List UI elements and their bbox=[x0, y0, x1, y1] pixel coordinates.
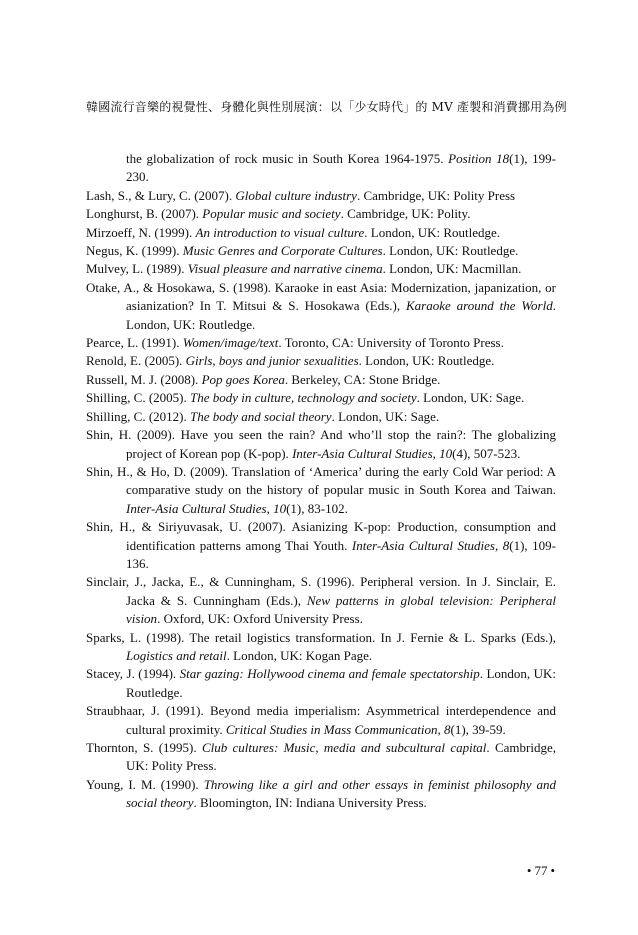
reference-entry bbox=[86, 739, 556, 776]
reference-text: Mulvey, L. (1989). bbox=[86, 261, 188, 277]
reference-text: Straubhaar, J. (1991). Beyond media imperialism: Asymmetrical interdependence and cultural proximity. bbox=[86, 703, 556, 737]
reference-entry bbox=[86, 334, 556, 352]
reference-text: the globalization of rock music in South Korea 1964-1975. bbox=[126, 151, 449, 166]
reference-italic-text: Girls, boys and junior sexualities bbox=[185, 353, 359, 369]
reference-text: (1), 83-102. bbox=[286, 500, 348, 516]
reference-entry bbox=[86, 242, 556, 260]
reference-text: Otake, A., & Hosokawa, S. (1998). Karaoke in east Asia: Modernization, japanization, or asianization? In T. Mitsui & S. Hosokawa (Eds.), bbox=[86, 279, 556, 314]
page-number: 77 bbox=[534, 863, 548, 878]
reference-entry bbox=[86, 573, 556, 628]
reference-italic-text: Popular music and society bbox=[202, 206, 341, 222]
reference-entry bbox=[86, 665, 556, 702]
reference-text: (1), 199-230. bbox=[126, 151, 556, 185]
reference-italic-text: Visual pleasure and narrative cinema bbox=[187, 261, 383, 277]
reference-text: . Berkeley, CA: Stone Bridge. bbox=[284, 371, 441, 387]
reference-italic-text: Karaoke around the World bbox=[405, 298, 553, 314]
reference-entry bbox=[86, 260, 556, 278]
reference-italic-text: Position 18 bbox=[448, 151, 510, 166]
reference-entry bbox=[86, 371, 556, 389]
reference-text: . London, UK: Routledge. bbox=[358, 353, 495, 369]
reference-italic-text: Club cultures: Music, media and subcultural capital bbox=[201, 740, 487, 755]
reference-italic-text: Global culture industry bbox=[235, 187, 357, 203]
reference-italic-text: New patterns in global television: Peripheral vision bbox=[126, 592, 556, 627]
reference-text: Lash, S., & Lury, C. (2007). bbox=[86, 187, 236, 203]
reference-text: . London, UK: Routledge. bbox=[126, 298, 556, 332]
reference-text: Renold, E. (2005). bbox=[86, 353, 186, 369]
reference-text: (1), 39-59. bbox=[450, 721, 506, 737]
reference-entry bbox=[86, 408, 556, 426]
reference-text: . London, UK: Routledge. bbox=[126, 666, 557, 700]
reference-italic-text: An introduction to visual culture bbox=[195, 224, 365, 240]
running-head: 韓國流行音樂的視覺性、身體化與性別展演：以「少女時代」的 MV 產製和消費挪用為例 bbox=[86, 100, 567, 114]
reference-list bbox=[86, 150, 556, 813]
reference-entry bbox=[86, 150, 556, 187]
reference-text: Longhurst, B. (2007). bbox=[86, 206, 203, 222]
reference-entry bbox=[86, 463, 556, 518]
reference-text: . Toronto, CA: University of Toronto Press. bbox=[278, 335, 504, 351]
reference-text: (4), 507-523. bbox=[452, 445, 521, 461]
reference-italic-text: Throwing like a girl and other essays in feminist philosophy and social theory bbox=[126, 776, 556, 811]
reference-entry bbox=[86, 352, 556, 370]
reference-text: Sparks, L. (1998). The retail logistics transformation. In J. Fernie & L. Sparks (Eds.), bbox=[86, 629, 556, 645]
reference-text: . London, UK: Routledge. bbox=[382, 243, 519, 259]
reference-text: Russell, M. J. (2008). bbox=[86, 371, 202, 387]
reference-text: . Cambridge, UK: Polity Press. bbox=[126, 740, 556, 774]
reference-text: Mirzoeff, N. (1999). bbox=[86, 224, 196, 240]
reference-text: . London, UK: Kogan Page. bbox=[226, 647, 373, 663]
reference-text: . Cambridge, UK: Polity. bbox=[340, 206, 471, 222]
reference-entry bbox=[86, 224, 556, 242]
reference-italic-text: Pop goes Korea bbox=[201, 371, 285, 387]
reference-text: Shin, H., & Siriyuvasak, U. (2007). Asianizing K-pop: Production, consumption and identification patterns among Thai Youth. bbox=[86, 519, 556, 553]
reference-text: Shin, H., & Ho, D. (2009). Translation of ‘America’ during the early Cold War period: A comparative study on the history of popular music in South Korea and Taiwan. bbox=[86, 463, 556, 498]
reference-text: Shilling, C. (2005). bbox=[86, 390, 191, 406]
reference-text: Young, I. M. (1990). bbox=[86, 776, 204, 792]
reference-entry bbox=[86, 776, 556, 813]
reference-text: . London, UK: Sage. bbox=[416, 390, 525, 406]
reference-entry bbox=[86, 279, 556, 334]
reference-italic-text: Critical Studies in Mass Communication, 8 bbox=[225, 721, 451, 737]
reference-italic-text: Women/image/text bbox=[182, 335, 279, 351]
bullet-left-icon: • bbox=[526, 863, 532, 878]
reference-entry bbox=[86, 187, 556, 205]
reference-text: Shin, H. (2009). Have you seen the rain? And who’ll stop the rain?: The globalizing project of Korean pop (K-pop). bbox=[86, 427, 556, 461]
reference-italic-text: Music Genres and Corporate Cultures bbox=[182, 243, 383, 259]
reference-italic-text: The body and social theory bbox=[190, 408, 332, 424]
reference-entry bbox=[86, 518, 556, 573]
reference-text: . London, UK: Sage. bbox=[331, 408, 440, 424]
reference-italic-text: Inter-Asia Cultural Studies, 10 bbox=[292, 445, 453, 461]
reference-text: . Cambridge, UK: Polity Press bbox=[356, 187, 516, 203]
reference-entry bbox=[86, 426, 556, 463]
reference-entry bbox=[86, 205, 556, 223]
reference-text: Stacey, J. (1994). bbox=[86, 666, 180, 682]
bullet-right-icon: • bbox=[550, 863, 555, 878]
reference-italic-text: Inter-Asia Cultural Studies, 8 bbox=[351, 537, 510, 553]
reference-text: Shilling, C. (2012). bbox=[86, 408, 191, 424]
reference-text: . Bloomington, IN: Indiana University Press. bbox=[193, 795, 427, 811]
reference-text: Thornton, S. (1995). bbox=[86, 740, 202, 755]
reference-italic-text: The body in culture, technology and society bbox=[190, 390, 417, 406]
reference-entry bbox=[86, 702, 556, 739]
reference-entry bbox=[86, 389, 556, 407]
page-number-footer bbox=[498, 863, 558, 879]
reference-italic-text: Inter-Asia Cultural Studies, 10 bbox=[126, 500, 287, 516]
reference-text: (1), 109-136. bbox=[126, 537, 556, 571]
reference-text: . London, UK: Macmillan. bbox=[382, 261, 522, 277]
reference-text: . Oxford, UK: Oxford University Press. bbox=[157, 611, 363, 627]
reference-text: . London, UK: Routledge. bbox=[364, 224, 501, 240]
reference-italic-text: Logistics and retail bbox=[126, 647, 227, 663]
reference-text: Pearce, L. (1991). bbox=[86, 335, 183, 351]
reference-text: Sinclair, J., Jacka, E., & Cunningham, S. (1996). Peripheral version. In J. Sinclair, E. Jacka & S. Cunningham (Eds.), bbox=[86, 574, 556, 608]
reference-entry bbox=[86, 629, 556, 666]
reference-italic-text: Star gazing: Hollywood cinema and female spectatorship bbox=[179, 666, 480, 682]
reference-text: Negus, K. (1999). bbox=[86, 243, 183, 259]
